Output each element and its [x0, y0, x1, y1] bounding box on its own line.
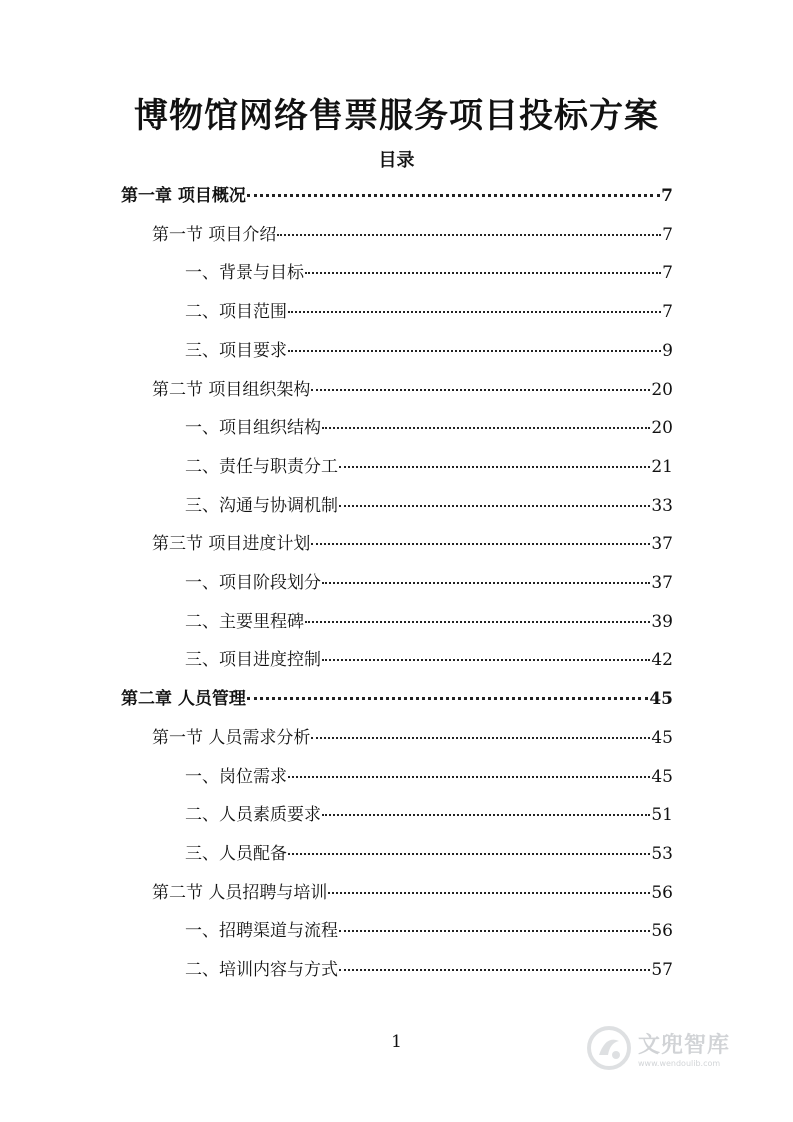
toc-entry-label: 第一节 项目介绍 [152, 224, 277, 245]
watermark-url: www.wendoulib.com [638, 1059, 721, 1068]
toc-dot-leader [339, 928, 650, 932]
toc-dot-leader [305, 619, 650, 623]
toc-entry-page: 42 [651, 650, 673, 671]
toc-entry-label: 二、培训内容与方式 [185, 960, 338, 980]
toc-entry-page: 20 [651, 379, 673, 400]
toc-entry-page: 39 [651, 611, 673, 632]
toc-entry-label: 一、招聘渠道与流程 [185, 921, 338, 942]
toc-dot-leader [322, 580, 650, 584]
toc-dot-leader [288, 851, 650, 855]
toc-dot-leader [311, 735, 650, 739]
toc-subsection-entry[interactable] [185, 294, 673, 330]
toc-dot-leader [288, 309, 661, 313]
toc-entry-page: 57 [651, 960, 673, 980]
toc-entry-label: 三、项目进度控制 [185, 650, 321, 671]
toc-subsection-entry[interactable] [185, 952, 673, 988]
toc-subsection-entry[interactable] [185, 333, 673, 369]
toc-dot-leader [288, 774, 650, 778]
toc-subsection-entry[interactable] [185, 642, 673, 678]
toc-subsection-entry[interactable] [185, 449, 673, 485]
toc-dot-leader [339, 503, 650, 507]
toc-section-entry[interactable] [152, 720, 673, 756]
toc-entry-page: 45 [651, 766, 673, 787]
toc-entry-label: 第一章 项目概况 [121, 186, 246, 206]
toc-subsection-entry[interactable] [185, 255, 673, 291]
toc-section-entry[interactable] [152, 875, 673, 911]
toc-entry-page: 56 [651, 921, 673, 942]
toc-dot-leader [277, 232, 661, 236]
toc-entry-label: 第三节 项目进度计划 [152, 534, 311, 555]
toc-entry-page: 7 [662, 263, 673, 284]
toc-dot-leader [305, 270, 661, 274]
toc-entry-page: 37 [651, 573, 673, 593]
toc-section-entry[interactable] [152, 372, 673, 408]
toc-entry-page: 51 [651, 805, 673, 826]
toc-entry-label: 第一节 人员需求分析 [152, 727, 311, 748]
document-title: 博物馆网络售票服务项目投标方案 [134, 96, 659, 136]
toc-subsection-entry[interactable] [185, 797, 673, 833]
toc-section-entry[interactable] [152, 217, 673, 253]
page-number: 1 [391, 1032, 402, 1052]
watermark-name: 文兜智库 [638, 1033, 731, 1058]
toc-dot-leader [311, 387, 650, 391]
toc-subsection-entry[interactable] [185, 913, 673, 949]
toc-dot-leader [322, 657, 650, 661]
toc-entry-label: 一、岗位需求 [185, 766, 287, 787]
toc-entry-page: 45 [649, 689, 673, 710]
wendou-logo-icon [586, 1025, 632, 1071]
toc-subsection-entry[interactable] [185, 759, 673, 795]
toc-dot-leader [339, 464, 650, 468]
toc-heading: 目录 [378, 150, 415, 171]
toc-entry-page: 33 [651, 495, 673, 516]
toc-entry-page: 53 [651, 843, 673, 864]
toc-entry-label: 一、项目阶段划分 [185, 573, 321, 593]
toc-entry-page: 21 [651, 456, 673, 477]
toc-subsection-entry[interactable] [185, 604, 673, 640]
toc-entry-label: 三、人员配备 [185, 843, 287, 864]
toc-dot-leader [322, 812, 650, 816]
toc-entry-page: 45 [651, 727, 673, 748]
toc-entry-label: 二、人员素质要求 [185, 805, 321, 826]
toc-dot-leader [322, 425, 650, 429]
toc-entry-page: 9 [662, 340, 673, 361]
toc-dot-leader [247, 695, 648, 700]
toc-entry-page: 56 [651, 882, 673, 903]
toc-entry-label: 一、背景与目标 [185, 263, 304, 284]
toc-entry-page: 37 [651, 534, 673, 555]
toc-entry-label: 二、主要里程碑 [185, 611, 304, 632]
toc-entry-label: 二、项目范围 [185, 302, 287, 323]
toc-entry-label: 三、沟通与协调机制 [185, 495, 338, 516]
toc-section-entry[interactable] [152, 526, 673, 562]
toc-chapter-entry[interactable] [121, 178, 673, 214]
toc-entry-label: 二、责任与职责分工 [185, 456, 338, 477]
toc-dot-leader [328, 890, 650, 894]
toc-entry-page: 7 [662, 302, 673, 323]
toc-entry-label: 一、项目组织结构 [185, 418, 321, 439]
toc-entry-page: 20 [651, 418, 673, 439]
toc-dot-leader [288, 348, 661, 352]
toc-entry-label: 三、项目要求 [185, 340, 287, 361]
toc-entry-page: 7 [662, 224, 673, 245]
toc-subsection-entry[interactable] [185, 410, 673, 446]
toc-dot-leader [311, 541, 650, 545]
toc-entry-label: 第二章 人员管理 [121, 689, 246, 710]
toc-dot-leader [339, 967, 650, 971]
toc-entry-page: 7 [661, 186, 673, 206]
toc-entry-label: 第二节 人员招聘与培训 [152, 882, 328, 903]
watermark [586, 1020, 756, 1076]
toc-subsection-entry[interactable] [185, 565, 673, 601]
toc-subsection-entry[interactable] [185, 836, 673, 872]
toc-chapter-entry[interactable] [121, 681, 673, 717]
toc-entry-label: 第二节 项目组织架构 [152, 379, 311, 400]
toc-dot-leader [247, 192, 660, 197]
toc-subsection-entry[interactable] [185, 488, 673, 524]
